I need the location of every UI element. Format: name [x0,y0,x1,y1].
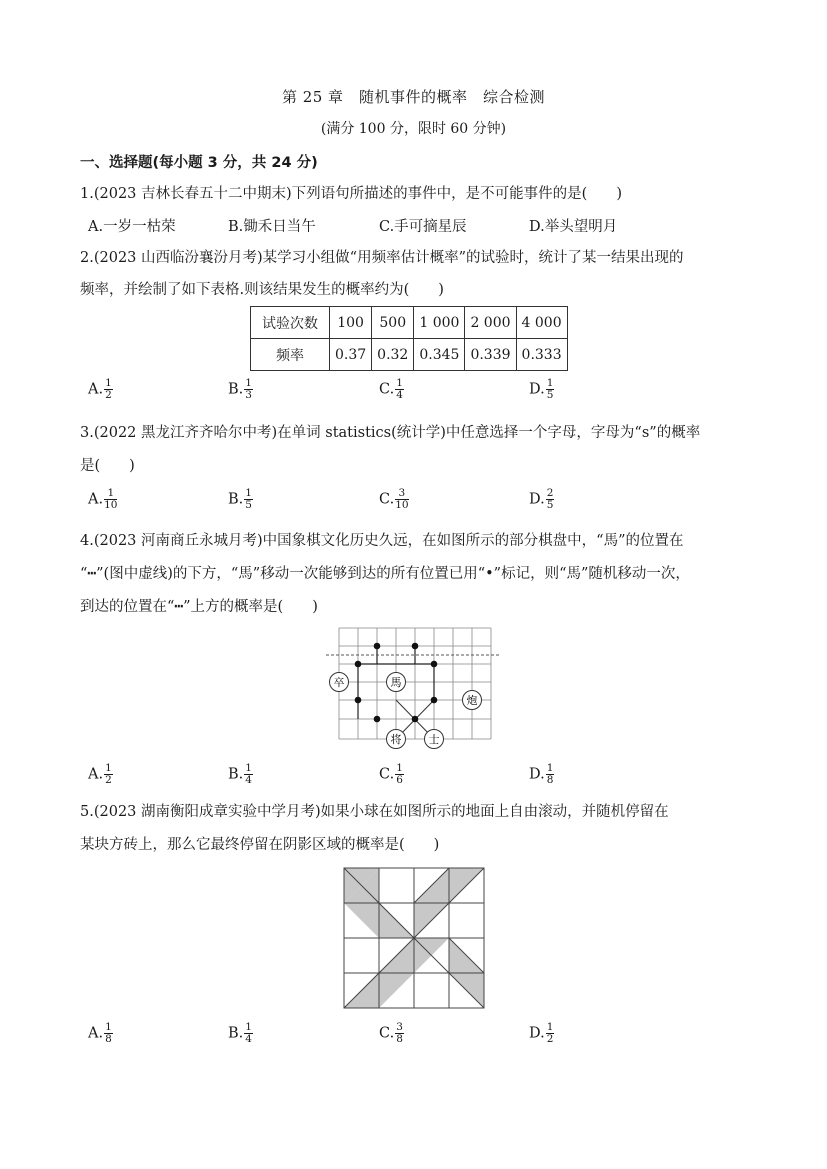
denominator: 8 [396,1033,403,1045]
question-1-option-d: D.举头望明月 [529,219,618,235]
frequency-table [250,306,568,371]
option-label: D. [529,1025,545,1042]
numerator: 1 [245,1021,252,1033]
table-cell: 100 [330,307,372,339]
table-cell: 0.32 [372,339,414,371]
section-heading: 一、选择题(每小题 3 分，共 24 分) [80,155,318,171]
piece-cannon [463,691,482,710]
target-dot [412,643,419,650]
denominator: 5 [546,389,554,401]
question-5-stem-line2: 某块方砖上，那么它最终停留在阴影区域的概率是( ) [80,837,440,853]
question-4-stem-line1: 4.(2023 河南商丘永城月考)中国象棋文化历史久远，在如图所示的部分棋盘中，“馬”的位置在 [80,533,684,549]
fraction [104,1022,113,1045]
question-3-option-a [88,488,117,511]
numerator: 1 [546,762,554,774]
question-2-option-c [379,378,404,401]
question-3-stem-line2: 是( ) [80,458,135,474]
question-2-option-b [228,378,253,401]
numerator: 1 [105,762,112,774]
denominator: 2 [105,389,112,401]
denominator: 4 [245,774,252,786]
question-5-option-c [379,1022,404,1045]
table-cell: 0.37 [330,339,372,371]
page-subtitle: (满分 100 分，限时 60 分钟) [320,121,507,137]
numerator: 3 [396,1021,403,1033]
table-cell: 0.339 [465,339,516,371]
question-5-option-b [228,1022,253,1045]
table-cell: 500 [372,307,414,339]
option-label: B. [228,381,244,398]
numerator: 1 [245,487,252,499]
option-label: D. [529,491,545,508]
option-label: C. [379,766,395,783]
denominator: 5 [245,499,252,511]
question-5-option-a [88,1022,113,1045]
numerator: 1 [396,762,403,774]
question-4-option-c [379,763,404,786]
denominator: 4 [396,389,403,401]
table-cell: 1 000 [414,307,465,339]
option-label: B. [228,491,244,508]
piece-advisor [425,730,444,749]
piece-horse [387,673,406,692]
question-5-stem-line1: 5.(2023 湖南衡阳成章实验中学月考)如果小球在如图所示的地面上自由滚动，并随机停留在 [80,804,669,820]
denominator: 3 [245,389,252,401]
target-dot [374,643,381,650]
chess-board-figure [322,622,502,752]
question-4-stem-line3: 到达的位置在“┅”上方的概率是( ) [80,599,318,615]
fraction [244,763,253,786]
denominator: 6 [396,774,403,786]
fraction [104,378,113,401]
numerator: 2 [546,487,554,499]
question-3-stem-line1: 3.(2022 黑龙江齐齐哈尔中考)在单词 statistics(统计学)中任意选择一个字母，字母为“s”的概率 [80,425,701,441]
numerator: 1 [546,1021,554,1033]
denominator: 2 [105,774,112,786]
piece-cannon-label: 炮 [466,694,478,707]
denominator: 5 [546,499,554,511]
numerator: 1 [546,377,554,389]
option-label: B. [228,766,244,783]
question-5-option-d [529,1022,554,1045]
fraction [244,488,253,511]
question-1-stem: 1.(2023 吉林长春五十二中期末)下列语句所描述的事件中，是不可能事件的是( ) [80,186,622,202]
question-3-option-d [529,488,554,511]
target-dot [355,697,362,704]
option-label: D. [529,766,545,783]
tile-floor-figure [342,866,487,1011]
table-header-cell: 频率 [251,339,330,371]
piece-soldier-label: 卒 [333,676,345,689]
question-1-option-a: A.一岁一枯荣 [88,219,176,235]
option-label: C. [379,381,395,398]
page-title: 第 25 章 随机事件的概率 综合检测 [281,88,546,106]
table-header-cell: 试验次数 [251,307,330,339]
numerator: 3 [395,488,408,500]
table-row [251,307,568,339]
question-1-option-b: B.锄禾日当午 [228,219,316,235]
target-dot [355,661,362,668]
fraction [244,1022,253,1045]
piece-general-label: 将 [390,733,402,746]
fraction [104,488,117,511]
fraction [395,488,408,511]
tile-grid [344,868,484,1008]
question-2-option-a [88,378,113,401]
question-2-stem-line2: 频率，并绘制了如下表格.则该结果发生的概率约为( ) [80,282,444,298]
fraction [395,763,404,786]
denominator: 4 [245,1033,252,1045]
question-3-option-b [228,488,253,511]
numerator: 1 [104,488,117,500]
denominator: 8 [105,1033,112,1045]
fraction [395,378,404,401]
table-cell: 2 000 [465,307,516,339]
fraction [546,378,555,401]
question-3-option-c [379,488,409,511]
question-4-option-b [228,763,253,786]
fraction [546,1022,555,1045]
option-label: A. [88,766,104,783]
piece-soldier [330,673,349,692]
denominator: 10 [104,499,118,511]
numerator: 1 [105,1021,112,1033]
chess-pieces [330,673,482,749]
numerator: 1 [245,377,252,389]
target-dot [431,697,438,704]
piece-advisor-label: 士 [428,733,440,746]
option-label: A. [88,491,104,508]
table-row [251,339,568,371]
option-label: B. [228,1025,244,1042]
question-4-option-a [88,763,113,786]
question-2-stem-line1: 2.(2023 山西临汾襄汾月考)某学习小组做“用频率估计概率”的试验时，统计了某一结果出现的 [80,250,684,266]
shaded-triangle [344,903,379,938]
numerator: 1 [396,377,403,389]
table-cell: 0.345 [414,339,465,371]
question-4-stem-line2: “┅”(图中虚线)的下方，“馬”移动一次能够到达的所有位置已用“•”标记，则“馬”随机移动一次， [80,566,690,582]
option-label: A. [88,381,104,398]
option-label: A. [88,1025,104,1042]
question-1-option-c: C.手可摘星辰 [379,219,467,235]
fraction [395,1022,404,1045]
table-cell: 0.333 [516,339,567,371]
question-2-option-d [529,378,554,401]
target-dot [431,661,438,668]
numerator: 1 [245,762,252,774]
table-cell: 4 000 [516,307,567,339]
piece-general [387,730,406,749]
fraction [546,488,555,511]
shaded-triangle [379,973,414,1008]
option-label: C. [379,1025,395,1042]
denominator: 8 [546,774,554,786]
fraction [244,378,253,401]
option-label: C. [379,491,395,508]
denominator: 10 [395,499,409,511]
target-dot [412,716,419,723]
piece-horse-label: 馬 [390,676,402,689]
fraction [104,763,113,786]
denominator: 2 [546,1033,554,1045]
fraction [546,763,555,786]
option-label: D. [529,381,545,398]
target-dot [374,716,381,723]
numerator: 1 [105,377,112,389]
question-4-option-d [529,763,554,786]
